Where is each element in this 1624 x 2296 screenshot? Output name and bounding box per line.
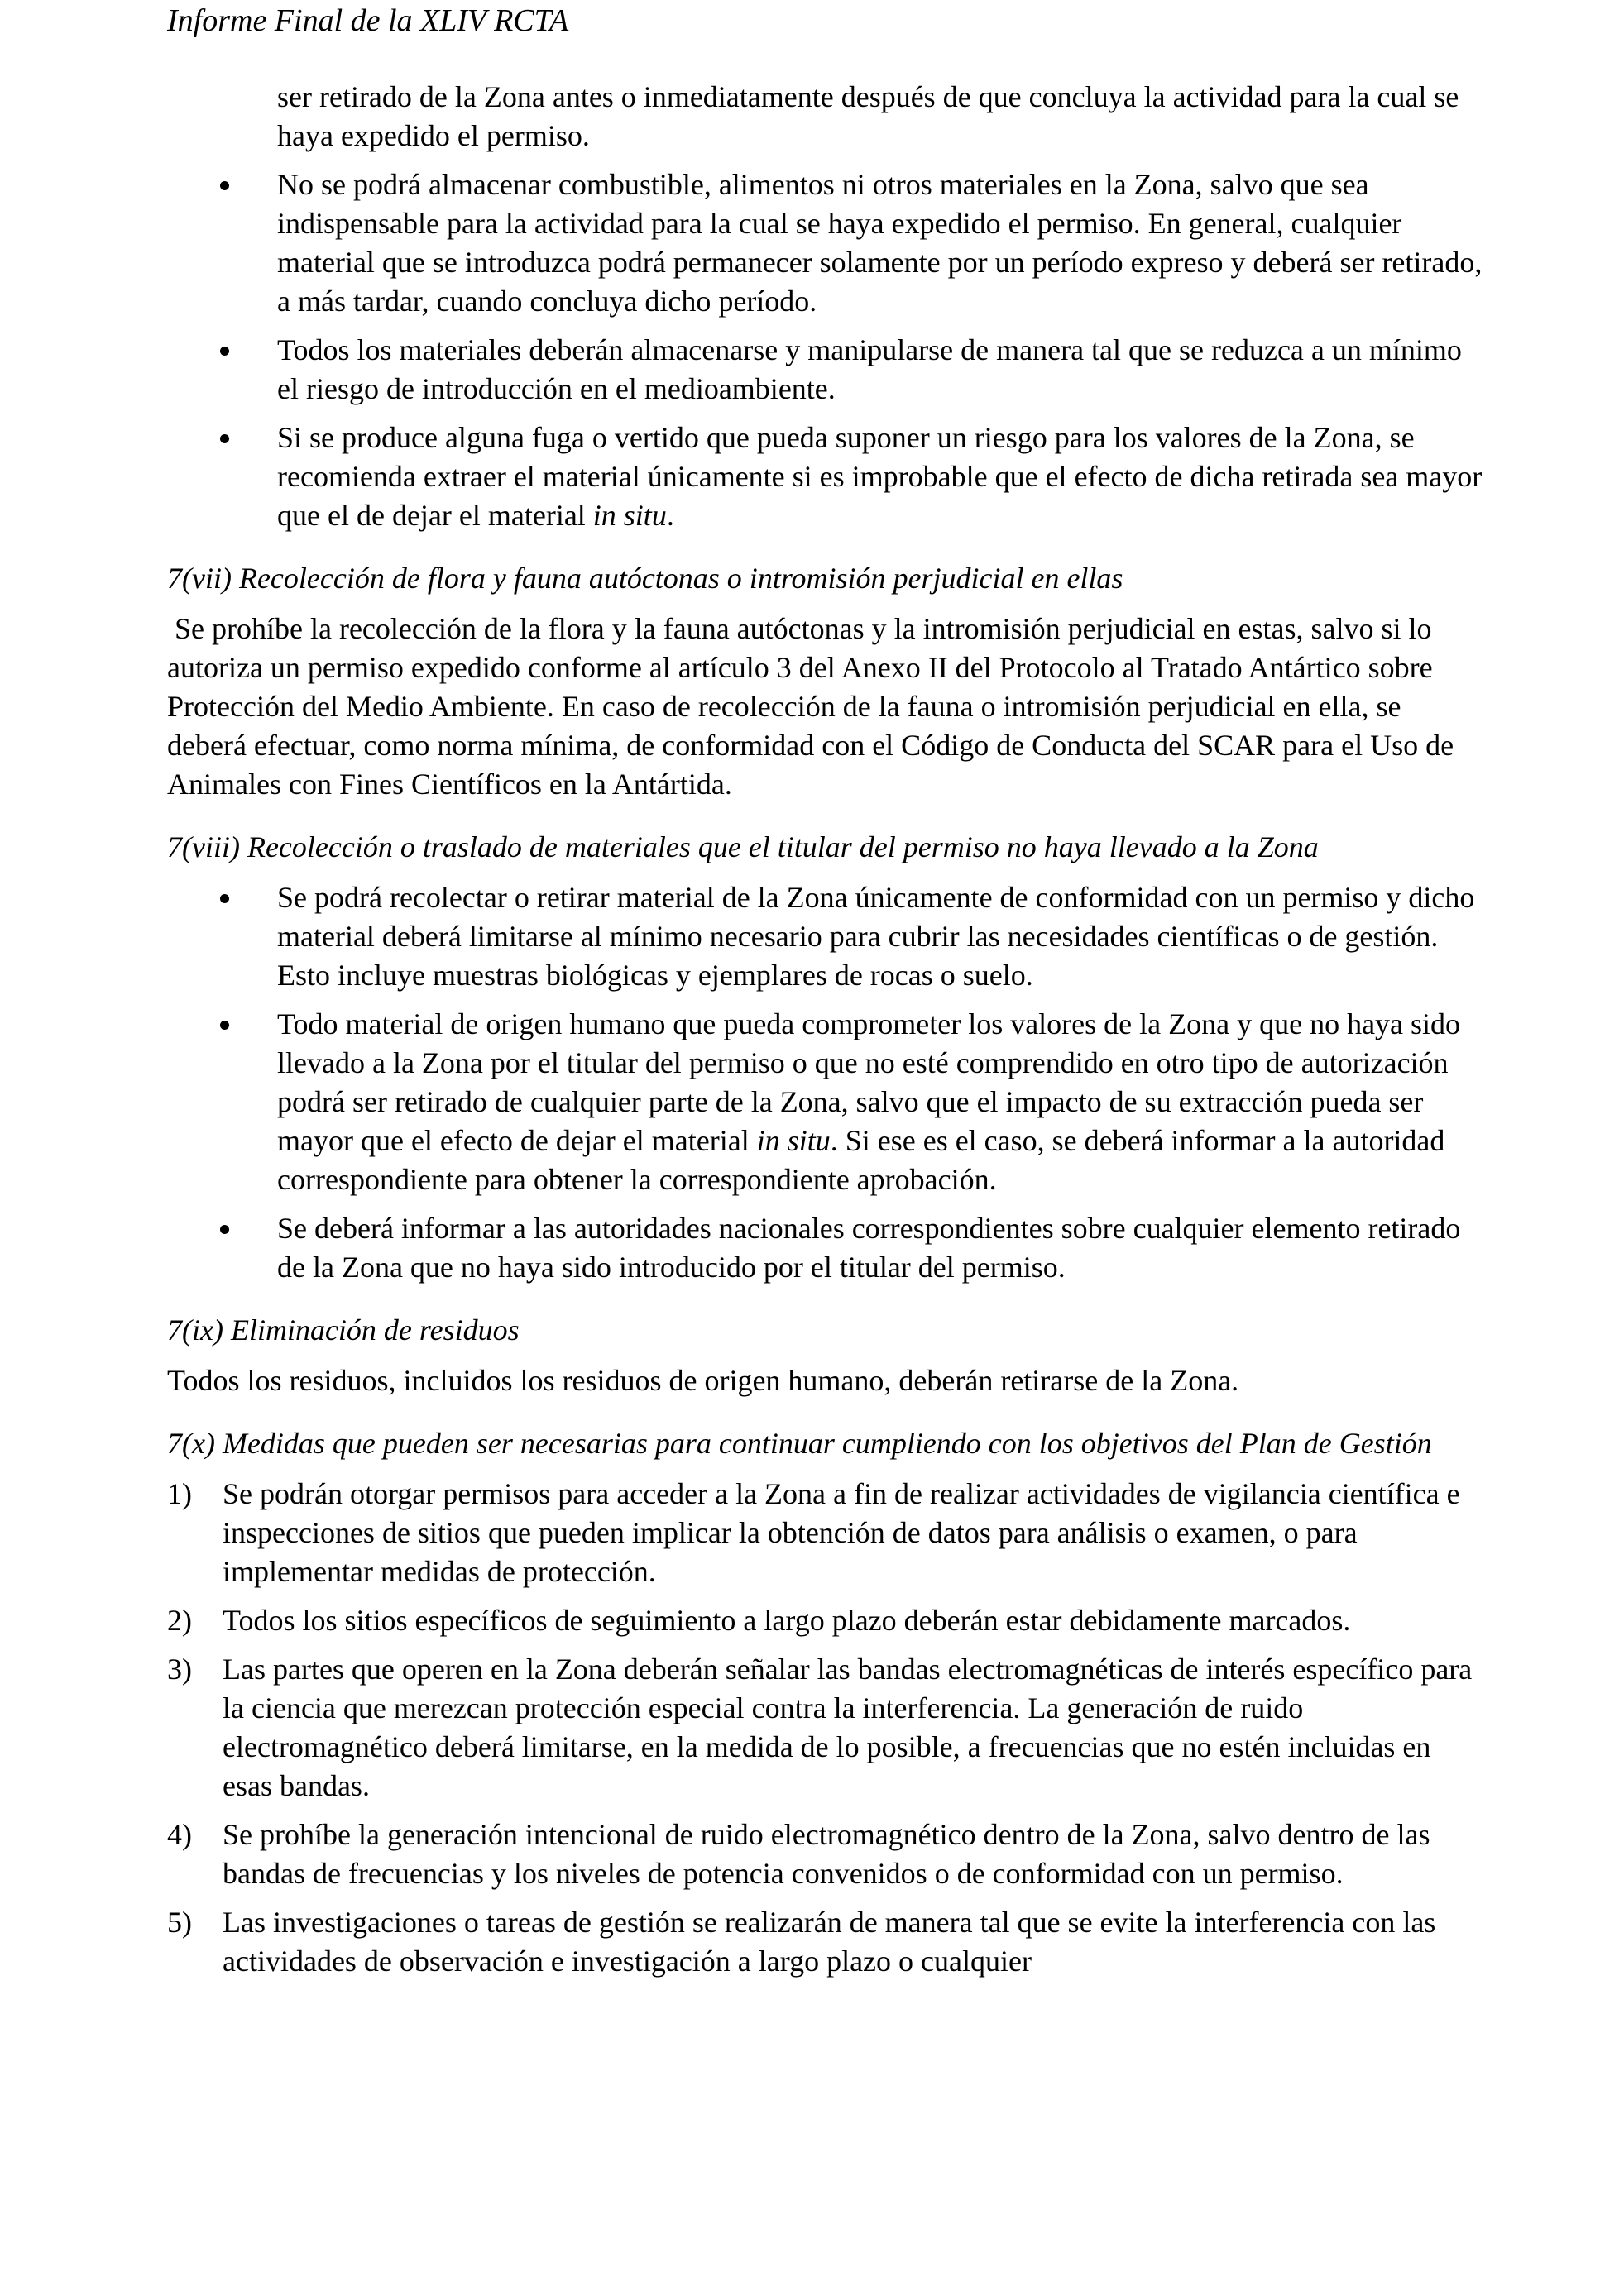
list-item (167, 1209, 1483, 1287)
list-item (167, 1475, 1483, 1591)
section-viii-bullet-list (167, 878, 1483, 1287)
bullet-text-italic: in situ (756, 1124, 831, 1157)
list-item (167, 419, 1483, 535)
section-viii-heading: 7(viii) Recolección o traslado de materiales que el titular del permiso no haya llevado a la Zona (167, 830, 1319, 863)
item-text: Las investigaciones o tareas de gestión se realizarán de manera tal que se evite la interferencia con las actividades de observación e investigación a largo plazo o cualquier (223, 1906, 1436, 1978)
section-vii-heading: 7(vii) Recolección de flora y fauna autóctonas o intromisión perjudicial en ellas (167, 562, 1123, 595)
list-item (167, 331, 1483, 409)
list-item (167, 878, 1483, 995)
bullet-text-end: . (666, 499, 674, 532)
list-item (167, 1005, 1483, 1199)
bullet-dot-icon (220, 347, 229, 356)
section-x-heading: 7(x) Medidas que pueden ser necesarias para continuar cumpliendo con los objetivos del Plan de Gestión (167, 1427, 1432, 1460)
list-item (167, 1815, 1483, 1893)
bullet-dot-icon (220, 434, 229, 443)
item-number: 2) (167, 1604, 192, 1637)
item-text: Se prohíbe la generación intencional de ruido electromagnético dentro de la Zona, salvo dentro de las bandas de frecuencias y los niveles de potencia convenidos o de conformidad con un permiso. (223, 1818, 1430, 1890)
list-item (167, 1601, 1483, 1640)
item-text: Se podrán otorgar permisos para acceder a la Zona a fin de realizar actividades de vigilancia científica e inspecciones de sitios que pueden implicar la obtención de datos para análisis o examen, o para implementar medidas de protección. (223, 1477, 1460, 1588)
bullet-dot-icon (220, 181, 229, 190)
item-number: 3) (167, 1653, 192, 1686)
bullet-text: No se podrá almacenar combustible, alimentos ni otros materiales en la Zona, salvo que sea indispensable para la actividad para la cual se haya expedido el permiso. En general, cualquier material que se introduzca podrá permanecer solamente por un período expreso y deberá ser retirado, a más tardar, cuando concluya dicho período. (277, 168, 1483, 318)
list-item (167, 165, 1483, 321)
bullet-dot-icon (220, 1021, 229, 1030)
bullet-dot-icon (220, 894, 229, 903)
bullet-text: Se podrá recolectar o retirar material de la Zona únicamente de conformidad con un permiso y dicho material deberá limitarse al mínimo necesario para cubrir las necesidades científicas o de gestión. Esto incluye muestras biológicas y ejemplares de rocas o suelo. (277, 881, 1475, 992)
list-item (167, 1903, 1483, 1981)
bullet-text: Todos los materiales deberán almacenarse y manipularse de manera tal que se reduzca a un mínimo el riesgo de introducción en el medioambiente. (277, 333, 1462, 405)
bullet-text-italic: in situ (592, 499, 667, 532)
bullet-text: ser retirado de la Zona antes o inmediatamente después de que concluya la actividad para la cual se haya expedido el permiso. (277, 80, 1459, 152)
item-text: Las partes que operen en la Zona deberán señalar las bandas electromagnéticas de interés específico para la ciencia que merezcan protección especial contra la interferencia. La generación de ruido electromagnético deberá limitarse, en la medida de lo posible, a frecuencias que no estén incluidas en esas bandas. (223, 1653, 1473, 1802)
intro-bullet-list (167, 78, 1483, 535)
section-ix-body: Todos los residuos, incluidos los residuos de origen humano, deberán retirarse de la Zona. (167, 1364, 1239, 1397)
list-item (167, 1650, 1483, 1806)
item-text: Todos los sitios específicos de seguimiento a largo plazo deberán estar debidamente marcados. (223, 1604, 1351, 1637)
bullet-text: Si se produce alguna fuga o vertido que pueda suponer un riesgo para los valores de la Zona, se recomienda extraer el material únicamente si es improbable que el efecto de dicha retirada sea mayor que el de dejar el material (277, 421, 1483, 532)
bullet-text: Todo material de origen humano que pueda comprometer los valores de la Zona y que no haya sido llevado a la Zona por el titular del permiso o que no esté comprendido en otro tipo de autorización podrá ser retirado de cualquier parte de la Zona, salvo que el impacto de su extracción pueda ser mayor que el efecto de dejar el material (277, 1007, 1461, 1157)
document-body (167, 78, 1483, 1991)
section-vii-body: Se prohíbe la recolección de la flora y la fauna autóctonas y la intromisión perjudicial en estas, salvo si lo autoriza un permiso expedido conforme al artículo 3 del Anexo II del Protocolo al Tratado Antártico sobre Protección del Medio Ambiente. En caso de recolección de la fauna o intromisión perjudicial en ella, se deberá efectuar, como norma mínima, de conformidad con el Código de Conducta del SCAR para el Uso de Animales con Fines Científicos en la Antártida. (167, 612, 1460, 801)
bullet-dot-icon (220, 1225, 229, 1234)
section-x-numbered-list (167, 1475, 1483, 1981)
bullet-text-end: . Si ese es el caso, se deberá informar a la autoridad correspondiente para obtener la correspondiente aprobación. (277, 1124, 1445, 1196)
bullet-text: Se deberá informar a las autoridades nacionales correspondientes sobre cualquier elemento retirado de la Zona que no haya sido introducido por el titular del permiso. (277, 1212, 1461, 1284)
list-item (167, 78, 1483, 155)
section-ix-heading: 7(ix) Eliminación de residuos (167, 1313, 520, 1347)
item-number: 5) (167, 1906, 192, 1939)
page-header-title: Informe Final de la XLIV RCTA (167, 3, 569, 38)
item-number: 4) (167, 1818, 192, 1851)
item-number: 1) (167, 1477, 192, 1510)
